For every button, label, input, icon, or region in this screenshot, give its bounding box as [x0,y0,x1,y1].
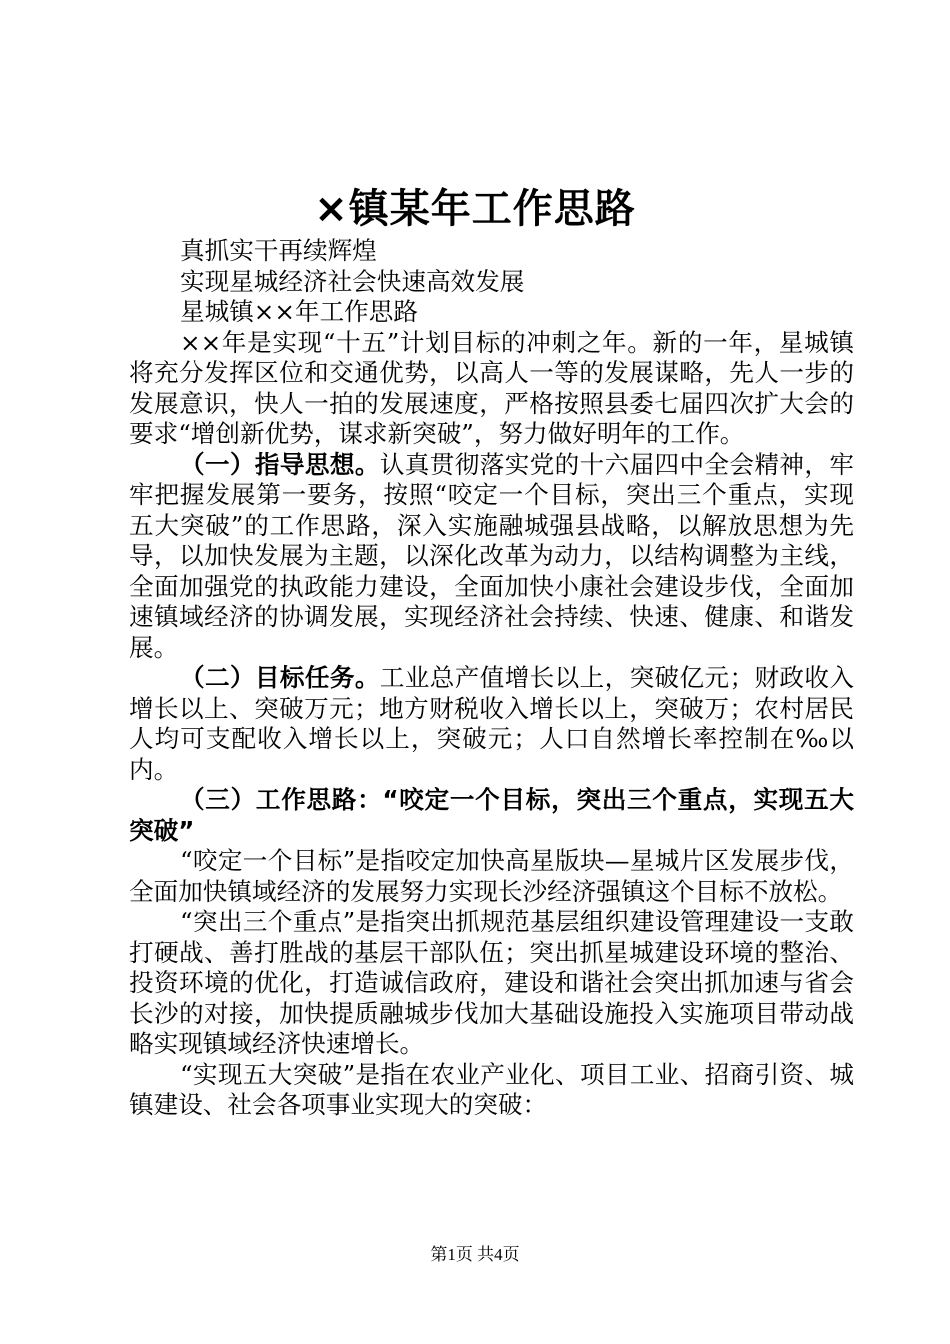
section-1-heading: （一）指导思想。 [180,449,380,479]
section-2-paragraph [129,663,854,785]
section-1-paragraph [129,450,854,664]
page-number-footer: 第1页 共4页 [430,1245,520,1264]
section-3-heading: （三）工作思路：“咬定一个目标，突出三个重点，实现五大突破” [129,785,854,845]
section-1-text: 认真贯彻落实党的十六届四中全会精神，牢牢把握发展第一要务，按照“咬定一个目标，突出三个重点，实现五大突破”的工作思路，深入实施融城强县战略，以解放思想为先导，以加快发展为主题，以深化改革为动力，以结构调整为主线，全面加强党的执政能力建设，全面加快小康社会建设步伐，全面加速镇域经济的协调发展，实现经济社会持续、快速、健康、和谐发展。 [129,449,854,662]
intro-paragraph: ××年是实现“十五”计划目标的冲刺之年。新的一年，星城镇将充分发挥区位和交通优势，以高人一等的发展谋略，先人一步的发展意识，快人一拍的发展速度，严格按照县委七届四次扩大会的要求“增创新优势，谋求新突破”，努力做好明年的工作。 [129,327,854,448]
goal-paragraph: “咬定一个目标”是指咬定加快高星版块—星城片区发展步伐，全面加快镇域经济的发展努力实现长沙经济强镇这个目标不放松。 [129,846,854,906]
section-2-heading: （二）目标任务。 [180,663,380,692]
document-body [129,236,854,1121]
subtitle-line-1: 真抓实干再续辉煌 [180,236,377,265]
subtitle-line-2: 实现星城经济社会快速高效发展 [180,266,525,296]
subtitle-line-3: 星城镇××年工作思路 [180,297,418,326]
document-title: ×镇某年工作思路 [314,186,636,232]
breakthrough-paragraph: “实现五大突破”是指在农业产业化、项目工业、招商引资、城镇建设、社会各项事业实现大的突破： [129,1059,854,1119]
focus-paragraph: “突出三个重点”是指突出抓规范基层组织建设管理建设一支敢打硬战、善打胜战的基层干部队伍；突出抓星城建设环境的整治、投资环境的优化，打造诚信政府，建设和谐社会突出抓加速与省会长沙的对接，加快提质融城步伐加大基础设施投入实施项目带动战略实现镇域经济快速增长。 [129,907,854,1058]
section-2-text: 工业总产值增长以上，突破亿元；财政收入增长以上、突破万元；地方财税收入增长以上，突破万；农村居民人均可支配收入增长以上，突破元；人口自然增长率控制在‰以内。 [129,663,854,784]
